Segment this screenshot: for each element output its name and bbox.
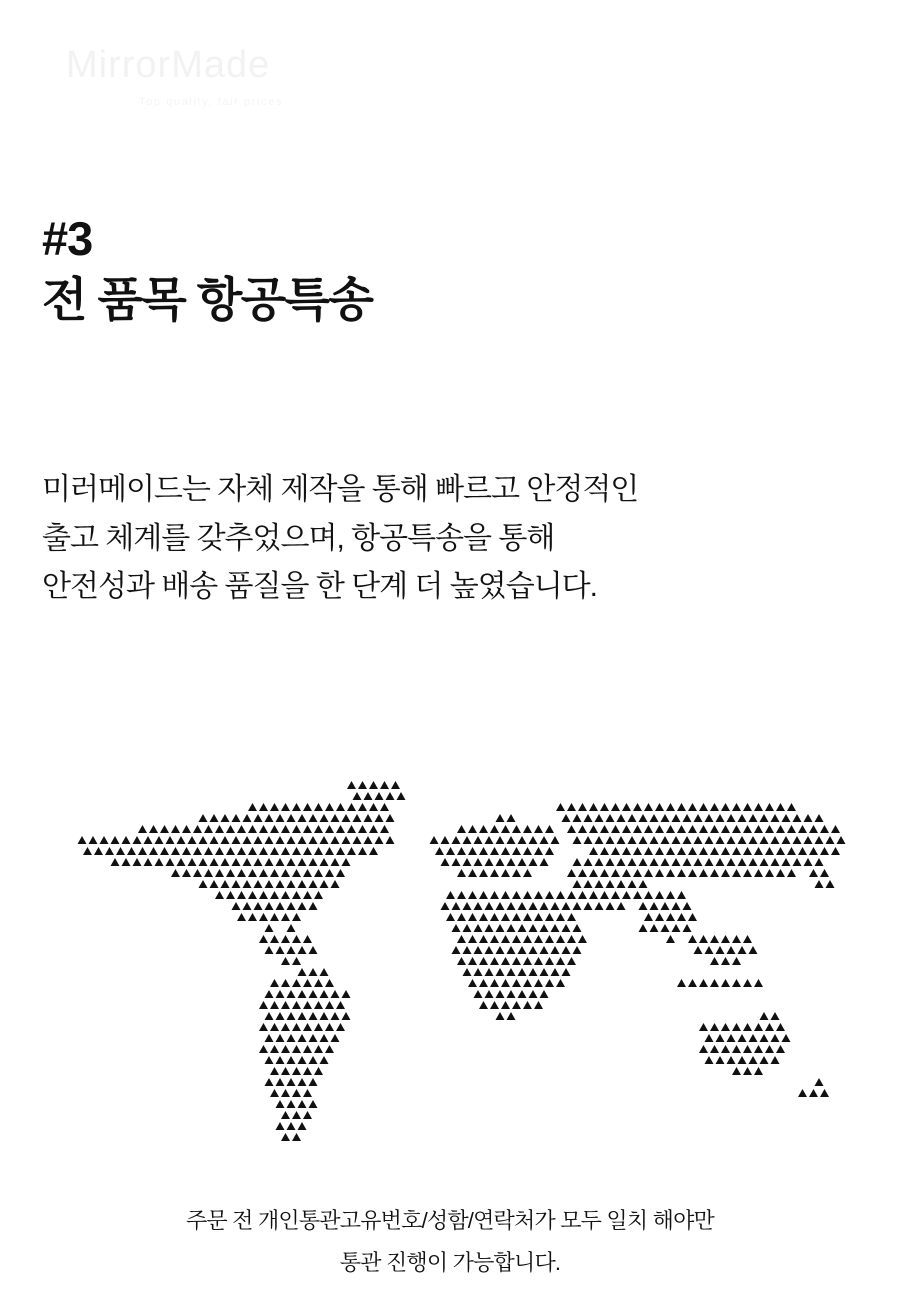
watermark	[66, 46, 356, 108]
section-number: #3	[42, 212, 93, 265]
heading-block	[42, 214, 862, 330]
body-copy	[42, 466, 872, 612]
body-line: 미러메이드는 자체 제작을 통해 빠르고 안정적인	[42, 473, 639, 506]
footer-line: 주문 전 개인통관고유번호/성함/연락처가 모두 일치 해야만	[185, 1208, 715, 1233]
world-map-triangles-icon	[0, 740, 900, 1160]
footer-line: 통관 진행이 가능합니다.	[339, 1249, 561, 1275]
watermark-tagline: Top quality, fair prices	[139, 96, 283, 108]
body-line: 출고 체계를 갖추었으며, 항공특송을 통해	[42, 521, 555, 555]
world-map	[0, 740, 900, 1160]
body-line: 안전성과 배송 품질을 한 단계 더 높였습니다.	[42, 570, 597, 604]
watermark-brand: MirrorMade	[66, 44, 271, 86]
footer-note	[0, 1200, 900, 1284]
page-title: 전 품목 항공특송	[42, 273, 373, 327]
